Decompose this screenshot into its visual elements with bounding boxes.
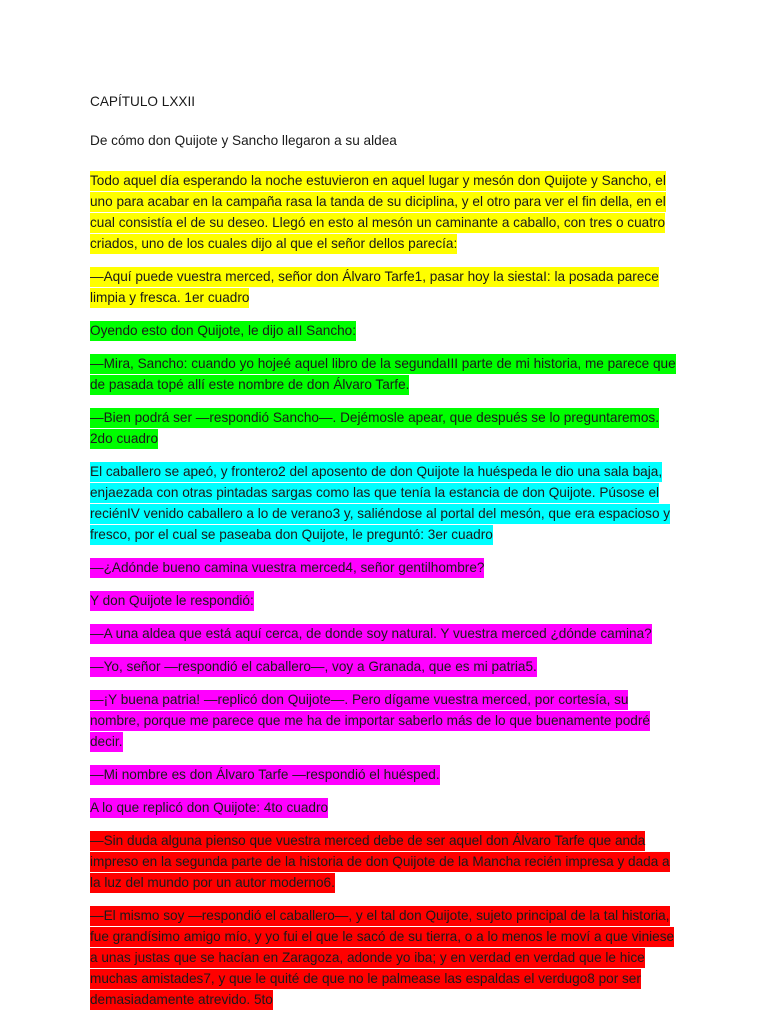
paragraph	[90, 764, 682, 785]
highlighted-text: —¡Y buena patria! —replicó don Quijote—. Pero dígame vuestra merced, por cortesía, su nombre, porque me parece que me ha de importar saberlo más de lo que buenamente podré decir.	[90, 690, 650, 752]
highlighted-text: —El mismo soy —respondió el caballero—, y el tal don Quijote, sujeto principal de la tal historia, fue grandísimo amigo mío, y yo fui el que le sacó de su tierra, o a lo menos le moví a que viniese a unas justas que se hacían en Zaragoza, adonde yo iba; y en verdad en verdad que le hice muchas amistades7, y que le quité de que no le palmease las espaldas el verdugo8 por ser demasiadamente atrevido. 5to	[90, 906, 674, 1010]
document-page	[90, 92, 682, 1022]
paragraph	[90, 320, 682, 341]
highlighted-text: El caballero se apeó, y frontero2 del aposento de don Quijote la huéspeda le dio una sala baja, enjaezada con otras pintadas sargas como las que tenía la estancia de don Quijote. Púsose el reciénIV venido caballero a lo de verano3 y, saliéndose al portal del mesón, que era espacioso y fresco, por el cual se paseaba don Quijote, le preguntó: 3er cuadro	[90, 462, 670, 545]
highlighted-text: —Sin duda alguna pienso que vuestra merced debe de ser aquel don Álvaro Tarfe que anda impreso en la segunda parte de la historia de don Quijote de la Mancha recién impresa y dada a la luz del mundo por un autor moderno6.	[90, 831, 670, 893]
highlighted-text: Todo aquel día esperando la noche estuvieron en aquel lugar y mesón don Quijote y Sancho, el uno para acabar en la campaña rasa la tanda de su diciplina, y el otro para ver el fin della, en el cual consistía el de su deseo. Llegó en esto al mesón un caminante a caballo, con tres o cuatro criados, uno de los cuales dijo al que el señor dellos parecía:	[90, 171, 666, 254]
paragraph	[90, 905, 682, 1010]
highlighted-text: —Mira, Sancho: cuando yo hojeé aquel libro de la segundaIII parte de mi historia, me parece que de pasada topé allí este nombre de don Álvaro Tarfe.	[90, 354, 676, 395]
paragraph	[90, 353, 682, 395]
paragraph	[90, 590, 682, 611]
paragraph	[90, 407, 682, 449]
paragraph	[90, 797, 682, 818]
chapter-heading: CAPÍTULO LXXII	[90, 94, 196, 109]
highlighted-text: —Bien podrá ser —respondió Sancho—. Dejémosle apear, que después se lo preguntaremos. 2do cuadro	[90, 408, 659, 449]
paragraph	[90, 170, 682, 254]
highlighted-text: Oyendo esto don Quijote, le dijo aII Sancho:	[90, 321, 356, 341]
highlighted-text: A lo que replicó don Quijote: 4to cuadro	[90, 798, 328, 818]
chapter-title: De cómo don Quijote y Sancho llegaron a su aldea	[90, 133, 397, 148]
paragraph	[90, 689, 682, 752]
paragraph	[90, 830, 682, 893]
paragraph-list	[90, 170, 682, 1010]
paragraph	[90, 656, 682, 677]
highlighted-text: —Mi nombre es don Álvaro Tarfe —respondió el huésped.	[90, 765, 440, 785]
highlighted-text: Y don Quijote le respondió:	[90, 591, 254, 611]
highlighted-text: —¿Adónde bueno camina vuestra merced4, señor gentilhombre?	[90, 558, 484, 578]
highlighted-text: —Yo, señor —respondió el caballero—, voy a Granada, que es mi patria5.	[90, 657, 537, 677]
paragraph	[90, 623, 682, 644]
paragraph	[90, 557, 682, 578]
highlighted-text: —A una aldea que está aquí cerca, de donde soy natural. Y vuestra merced ¿dónde camina?	[90, 624, 652, 644]
highlighted-text: —Aquí puede vuestra merced, señor don Álvaro Tarfe1, pasar hoy la siestaI: la posada parece limpia y fresca. 1er cuadro	[90, 267, 659, 308]
paragraph	[90, 461, 682, 545]
paragraph	[90, 266, 682, 308]
